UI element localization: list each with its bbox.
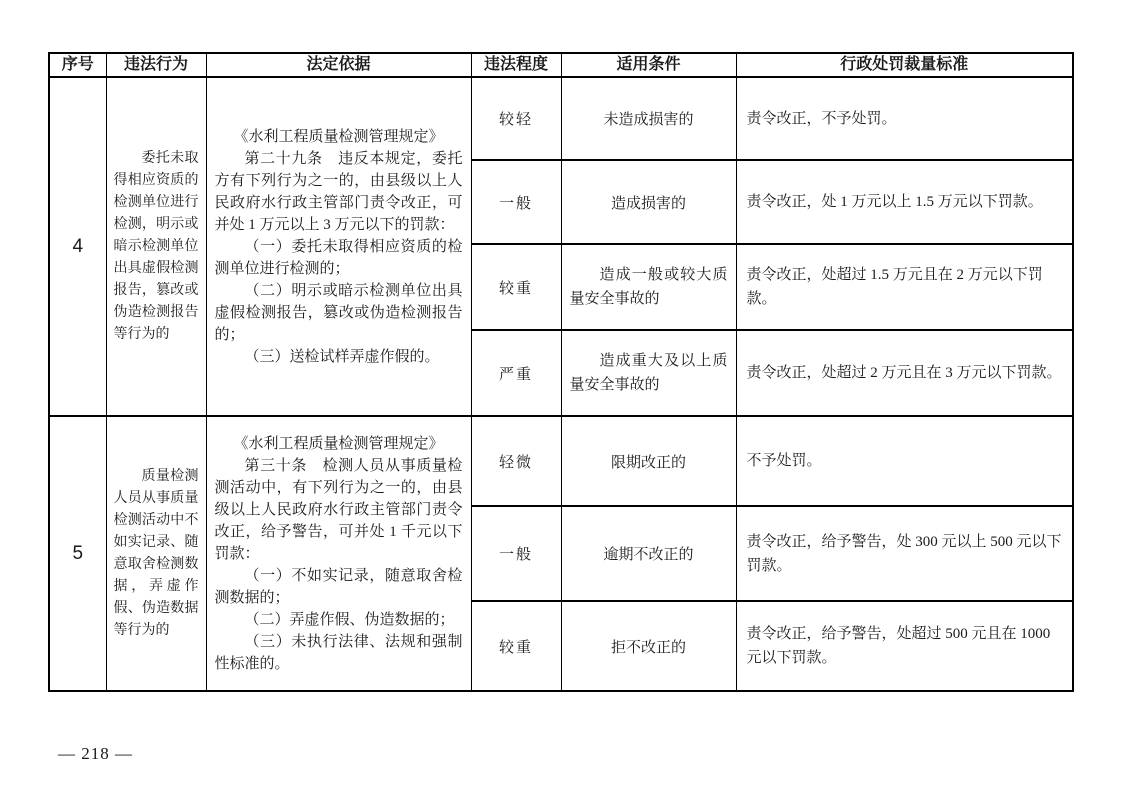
illegal-act-text: 质量检测人员从事质量检测活动中不如实记录、随意取舍检测数据，弄虚作假、伪造数据等行为的 bbox=[113, 468, 199, 638]
illegal-act-cell bbox=[106, 77, 206, 416]
basis-item-1: （一）委托未取得相应资质的检测单位进行检测的； bbox=[214, 238, 463, 277]
condition-text: 造成一般或较大质量安全事故的 bbox=[569, 267, 728, 307]
seq-no-cell: 4 bbox=[49, 77, 106, 416]
basis-item-1: （一）不如实记录，随意取舍检测数据的； bbox=[214, 567, 463, 606]
illegal-act-cell bbox=[106, 416, 206, 691]
condition-cell: 拒不改正的 bbox=[561, 601, 736, 691]
table-row bbox=[49, 416, 1073, 506]
penalty-cell bbox=[736, 506, 1073, 601]
basis-regulation-title: 《水利工程质量检测管理规定》 bbox=[233, 435, 444, 452]
penalty-text: 责令改正，处 1 万元以上 1.5 万元以下罚款。 bbox=[746, 194, 1043, 210]
penalty-text: 责令改正，处超过 1.5 万元且在 2 万元以下罚款。 bbox=[746, 267, 1043, 307]
header-applicable-condition: 适用条件 bbox=[561, 53, 736, 77]
penalty-cell bbox=[736, 416, 1073, 506]
table-row bbox=[49, 77, 1073, 160]
header-violation-degree: 违法程度 bbox=[471, 53, 561, 77]
penalty-discretion-table bbox=[48, 52, 1074, 692]
header-penalty-standard: 行政处罚裁量标准 bbox=[736, 53, 1073, 77]
header-legal-basis: 法定依据 bbox=[206, 53, 471, 77]
degree-cell: 较轻 bbox=[471, 77, 561, 160]
condition-cell bbox=[561, 330, 736, 416]
degree-cell: 严重 bbox=[471, 330, 561, 416]
penalty-text: 责令改正，给予警告，处超过 500 元且在 1000 元以下罚款。 bbox=[746, 626, 1051, 666]
page-number: — 218 — bbox=[58, 744, 133, 763]
degree-cell: 轻微 bbox=[471, 416, 561, 506]
condition-cell: 逾期不改正的 bbox=[561, 506, 736, 601]
basis-article: 第三十条 检测人员从事质量检测活动中，有下列行为之一的，由县级以上人民政府水行政主管部门责令改正，给予警告，可并处 1 千元以下罚款： bbox=[214, 457, 463, 562]
degree-cell: 较重 bbox=[471, 244, 561, 330]
basis-article: 第二十九条 违反本规定，委托方有下列行为之一的，由县级以上人民政府水行政主管部门责令改正，可并处 1 万元以上 3 万元以下的罚款： bbox=[214, 150, 463, 233]
header-illegal-act: 违法行为 bbox=[106, 53, 206, 77]
penalty-text: 不予处罚。 bbox=[746, 453, 822, 469]
basis-item-2: （二）明示或暗示检测单位出具虚假检测报告，篡改或伪造检测报告的； bbox=[214, 282, 463, 343]
basis-item-2: （二）弄虚作假、伪造数据的； bbox=[244, 611, 455, 628]
penalty-cell bbox=[736, 330, 1073, 416]
basis-item-3: （三）送检试样弄虚作假的。 bbox=[244, 348, 440, 365]
condition-text: 造成重大及以上质量安全事故的 bbox=[569, 353, 728, 393]
condition-cell: 未造成损害的 bbox=[561, 77, 736, 160]
header-seq-no: 序号 bbox=[49, 53, 106, 77]
legal-basis-cell bbox=[206, 416, 471, 691]
penalty-cell bbox=[736, 601, 1073, 691]
degree-cell: 一般 bbox=[471, 160, 561, 244]
penalty-cell bbox=[736, 244, 1073, 330]
penalty-text: 责令改正，给予警告，处 300 元以上 500 元以下罚款。 bbox=[746, 533, 1062, 574]
basis-item-3: （三）未执行法律、法规和强制性标准的。 bbox=[214, 633, 463, 672]
seq-no-cell: 5 bbox=[49, 416, 106, 691]
penalty-cell bbox=[736, 160, 1073, 244]
basis-regulation-title: 《水利工程质量检测管理规定》 bbox=[233, 128, 444, 145]
penalty-text: 责令改正，处超过 2 万元且在 3 万元以下罚款。 bbox=[746, 365, 1062, 381]
legal-basis-cell bbox=[206, 77, 471, 416]
condition-cell bbox=[561, 244, 736, 330]
degree-cell: 一般 bbox=[471, 506, 561, 601]
condition-cell: 限期改正的 bbox=[561, 416, 736, 506]
degree-cell: 较重 bbox=[471, 601, 561, 691]
table-header-row bbox=[49, 53, 1073, 77]
illegal-act-text: 委托未取得相应资质的检测单位进行检测，明示或暗示检测单位出具虚假检测报告，篡改或伪造检测报告等行为的 bbox=[113, 150, 199, 342]
penalty-text: 责令改正，不予处罚。 bbox=[746, 110, 897, 127]
condition-cell: 造成损害的 bbox=[561, 160, 736, 244]
penalty-cell bbox=[736, 77, 1073, 160]
